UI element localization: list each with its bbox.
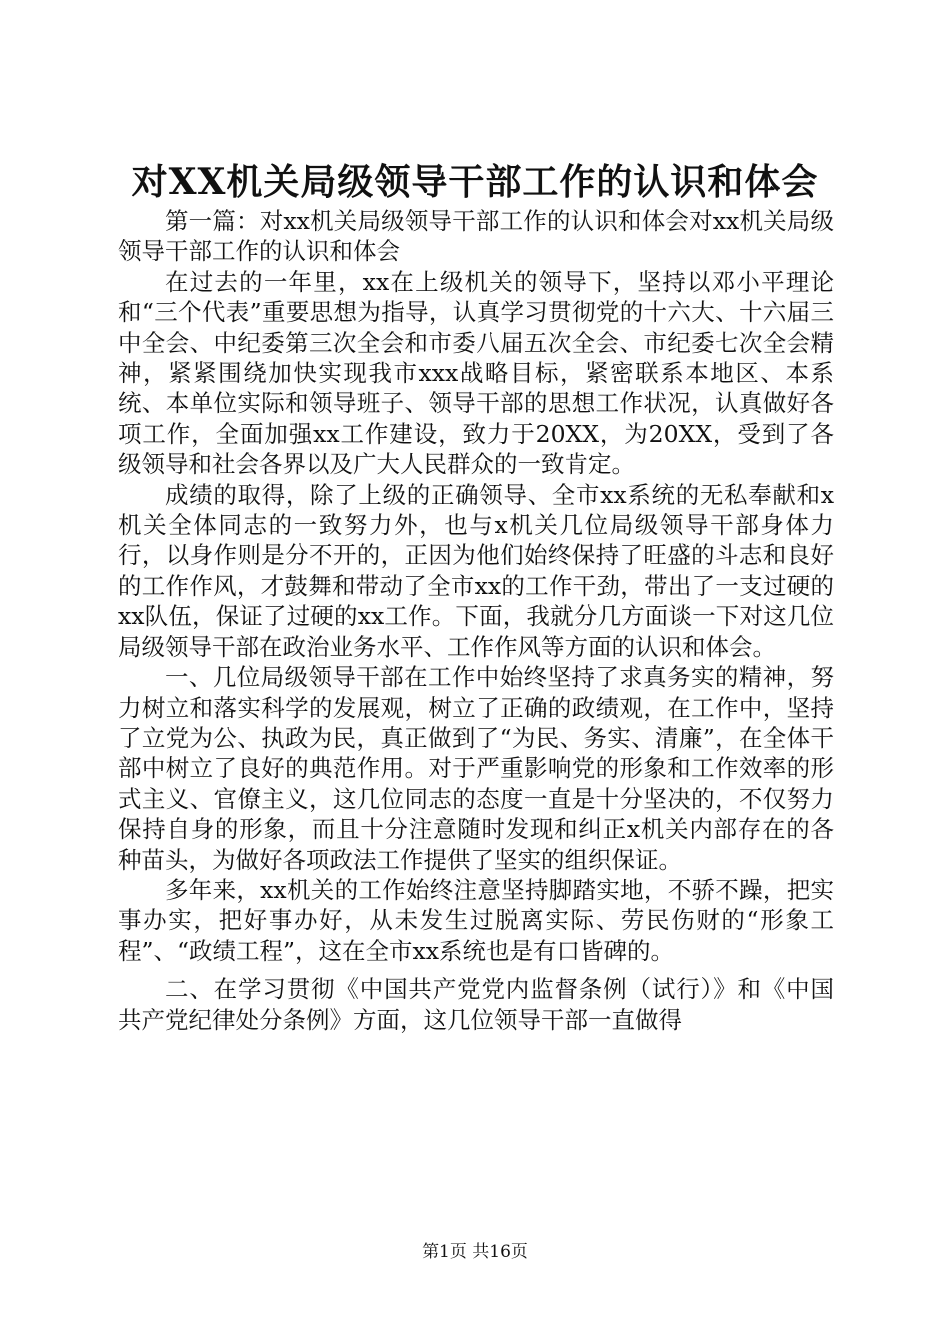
paragraph-1: 第一篇：对xx机关局级领导干部工作的认识和体会对xx机关局级领导干部工作的认识和体会 (118, 207, 834, 266)
document-title: 对XX机关局级领导干部工作的认识和体会 (131, 161, 819, 203)
page-number-footer: 第1页 共16页 (422, 1242, 528, 1262)
document-body (118, 206, 834, 1035)
paragraph-6: 二、在学习贯彻《中国共产党党内监督条例（试行）》和《中国共产党纪律处分条例》方面，这几位领导干部一直做得 (118, 975, 834, 1034)
paragraph-4: 一、几位局级领导干部在工作中始终坚持了求真务实的精神，努力树立和落实科学的发展观，树立了正确的政绩观，在工作中，坚持了立党为公、执政为民，真正做到了“为民、务实、清廉”，在全体干部中树立了良好的典范作用。对于严重影响党的形象和工作效率的形式主义、官僚主义，这几位同志的态度一直是十分坚决的，不仅努力保持自身的形象，而且十分注意随时发现和纠正x机关内部存在的各种苗头，为做好各项政法工作提供了坚实的组织保证。 (118, 663, 834, 874)
paragraph-3: 成绩的取得，除了上级的正确领导、全市xx系统的无私奉献和x机关全体同志的一致努力外，也与x机关几位局级领导干部身体力行，以身作则是分不开的，正因为他们始终保持了旺盛的斗志和良好的工作作风，才鼓舞和带动了全市xx的工作干劲，带出了一支过硬的xx队伍，保证了过硬的xx工作。下面，我就分几方面谈一下对这几位局级领导干部在政治业务水平、工作作风等方面的认识和体会。 (118, 480, 834, 661)
paragraph-2: 在过去的一年里，xx在上级机关的领导下，坚持以邓小平理论和“三个代表”重要思想为指导，认真学习贯彻党的十六大、十六届三中全会、中纪委第三次全会和市委八届五次全会、市纪委七次全会精神，紧紧围绕加快实现我市xxx战略目标，紧密联系本地区、本系统、本单位实际和领导班子、领导干部的思想工作状况，认真做好各项工作，全面加强xx工作建设，致力于20XX，为20XX，受到了各级领导和社会各界以及广大人民群众的一致肯定。 (118, 267, 834, 479)
paragraph-5: 多年来，xx机关的工作始终注意坚持脚踏实地，不骄不躁，把实事办实，把好事办好，从未发生过脱离实际、劳民伤财的“形象工程”、“政绩工程”，这在全市xx系统也是有口皆碑的。 (118, 875, 834, 965)
